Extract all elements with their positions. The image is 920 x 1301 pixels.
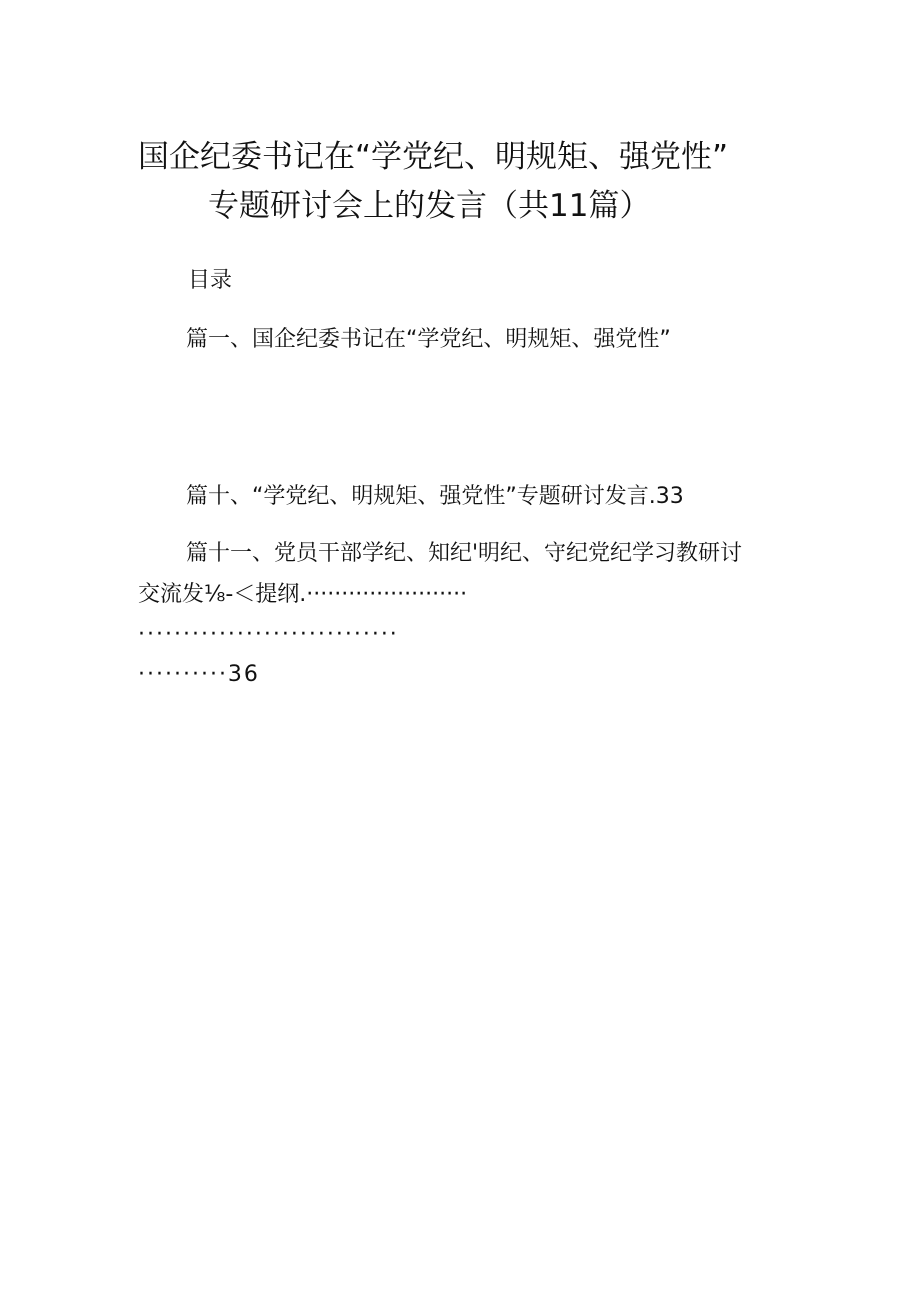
document-title-line-1: 国企纪委书记在“学党纪、明规矩、强党性” — [138, 139, 729, 175]
toc-entry-10[interactable]: 篇十、“学党纪、明规矩、强党性”专题研讨发言.33 — [186, 484, 684, 509]
toc-entry-11-line-3: ····························· — [138, 622, 399, 647]
toc-entry-11-line-4[interactable]: ··········36 — [138, 662, 260, 687]
toc-entry-1[interactable]: 篇一、国企纪委书记在“学党纪、明规矩、强党性” — [186, 327, 671, 352]
toc-entry-11-line-2[interactable]: 交流发⅛-＜提纲.······················· — [138, 582, 468, 607]
toc-heading: 目录 — [188, 268, 233, 293]
document-title-line-2: 专题研讨会上的发言（共11篇） — [208, 188, 651, 224]
toc-entry-11-line-1[interactable]: 篇十一、党员干部学纪、知纪'明纪、守纪党纪学习教研讨 — [186, 541, 743, 566]
